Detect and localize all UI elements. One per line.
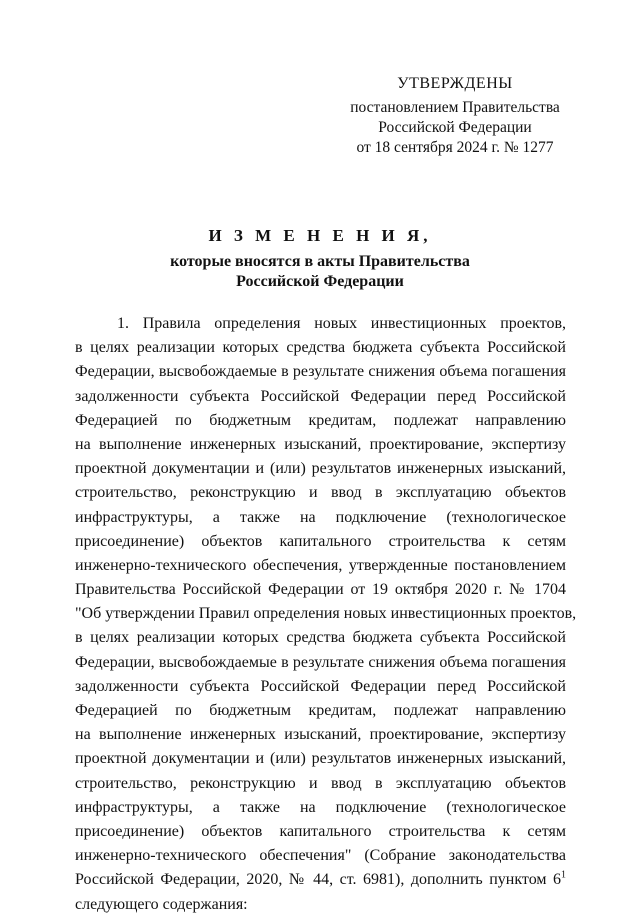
body-line: Федерации, высвобождаемые в результате снижения объема погашения [75, 653, 566, 671]
body-line: Федерацией по бюджетным кредитам, подлежат направлению [75, 702, 566, 719]
approval-line-authority: Российской Федерации [378, 119, 532, 136]
body-paragraph [75, 312, 577, 917]
body-line: на выполнение инженерных изысканий, проектирование, экспертизу [75, 435, 566, 453]
body-line: задолженности субъекта Российской Федерации перед Российской [75, 387, 566, 405]
body-line: Правительства Российской Федерации от 19 октября 2020 г. № 1704 [75, 581, 566, 599]
body-line: 1. Правила определения новых инвестиционных проектов, [117, 315, 566, 332]
body-line: Федерации, высвобождаемые в результате снижения объема погашения [75, 363, 566, 381]
body-line: строительство, реконструкцию и ввод в эксплуатацию объектов [75, 484, 566, 502]
body-line: задолженности субъекта Российской Федерации перед Российской [75, 677, 566, 695]
approved-label: УТВЕРЖДЕНЫ [397, 75, 513, 92]
body-line: инфраструктуры, а также на подключение (технологическое [75, 798, 566, 816]
body-line: присоединение) объектов капитального строительства к сетям [75, 822, 566, 840]
body-line: на выполнение инженерных изысканий, проектирование, экспертизу [75, 726, 566, 744]
document-subtitle-line-1: которые вносятся в акты Правительства [170, 253, 470, 270]
body-line-with-footnote [75, 868, 566, 892]
body-line: инженерно-технического обеспечения, утвержденные постановлением [75, 556, 566, 574]
body-line: проектной документации и (или) результатов инженерных изысканий, [75, 460, 566, 478]
body-line: инфраструктуры, а также на подключение (технологическое [75, 508, 566, 526]
body-line: строительство, реконструкцию и ввод в эксплуатацию объектов [75, 774, 566, 792]
body-line: присоединение) объектов капитального строительства к сетям [75, 532, 566, 550]
body-closing-line: следующего содержания: [75, 895, 248, 913]
body-line: проектной документации и (или) результатов инженерных изысканий, [75, 750, 566, 768]
body-line: Федерацией по бюджетным кредитам, подлежат направлению [75, 411, 566, 429]
approval-line-decree: постановлением Правительства [350, 99, 560, 116]
approval-block [330, 74, 580, 158]
document-title: И З М Е Н Е Н И Я, [208, 226, 432, 245]
title-block [0, 224, 640, 292]
body-line: "Об утверждении Правил определения новых инвестиционных проектов, [75, 605, 577, 623]
body-line-text: Российской Федерации, 2020, № 44, ст. 6981), дополнить пунктом 6 [75, 871, 561, 889]
approval-line-date-number: от 18 сентября 2024 г. № 1277 [356, 139, 554, 156]
body-line: в целях реализации которых средства бюджета субъекта Российской [75, 629, 566, 647]
body-line: инженерно-технического обеспечения" (Собрание законодательства [75, 847, 566, 865]
document-subtitle-line-2: Российской Федерации [236, 273, 404, 290]
superscript-marker: 1 [561, 869, 566, 881]
body-line: в целях реализации которых средства бюджета субъекта Российской [75, 339, 566, 357]
